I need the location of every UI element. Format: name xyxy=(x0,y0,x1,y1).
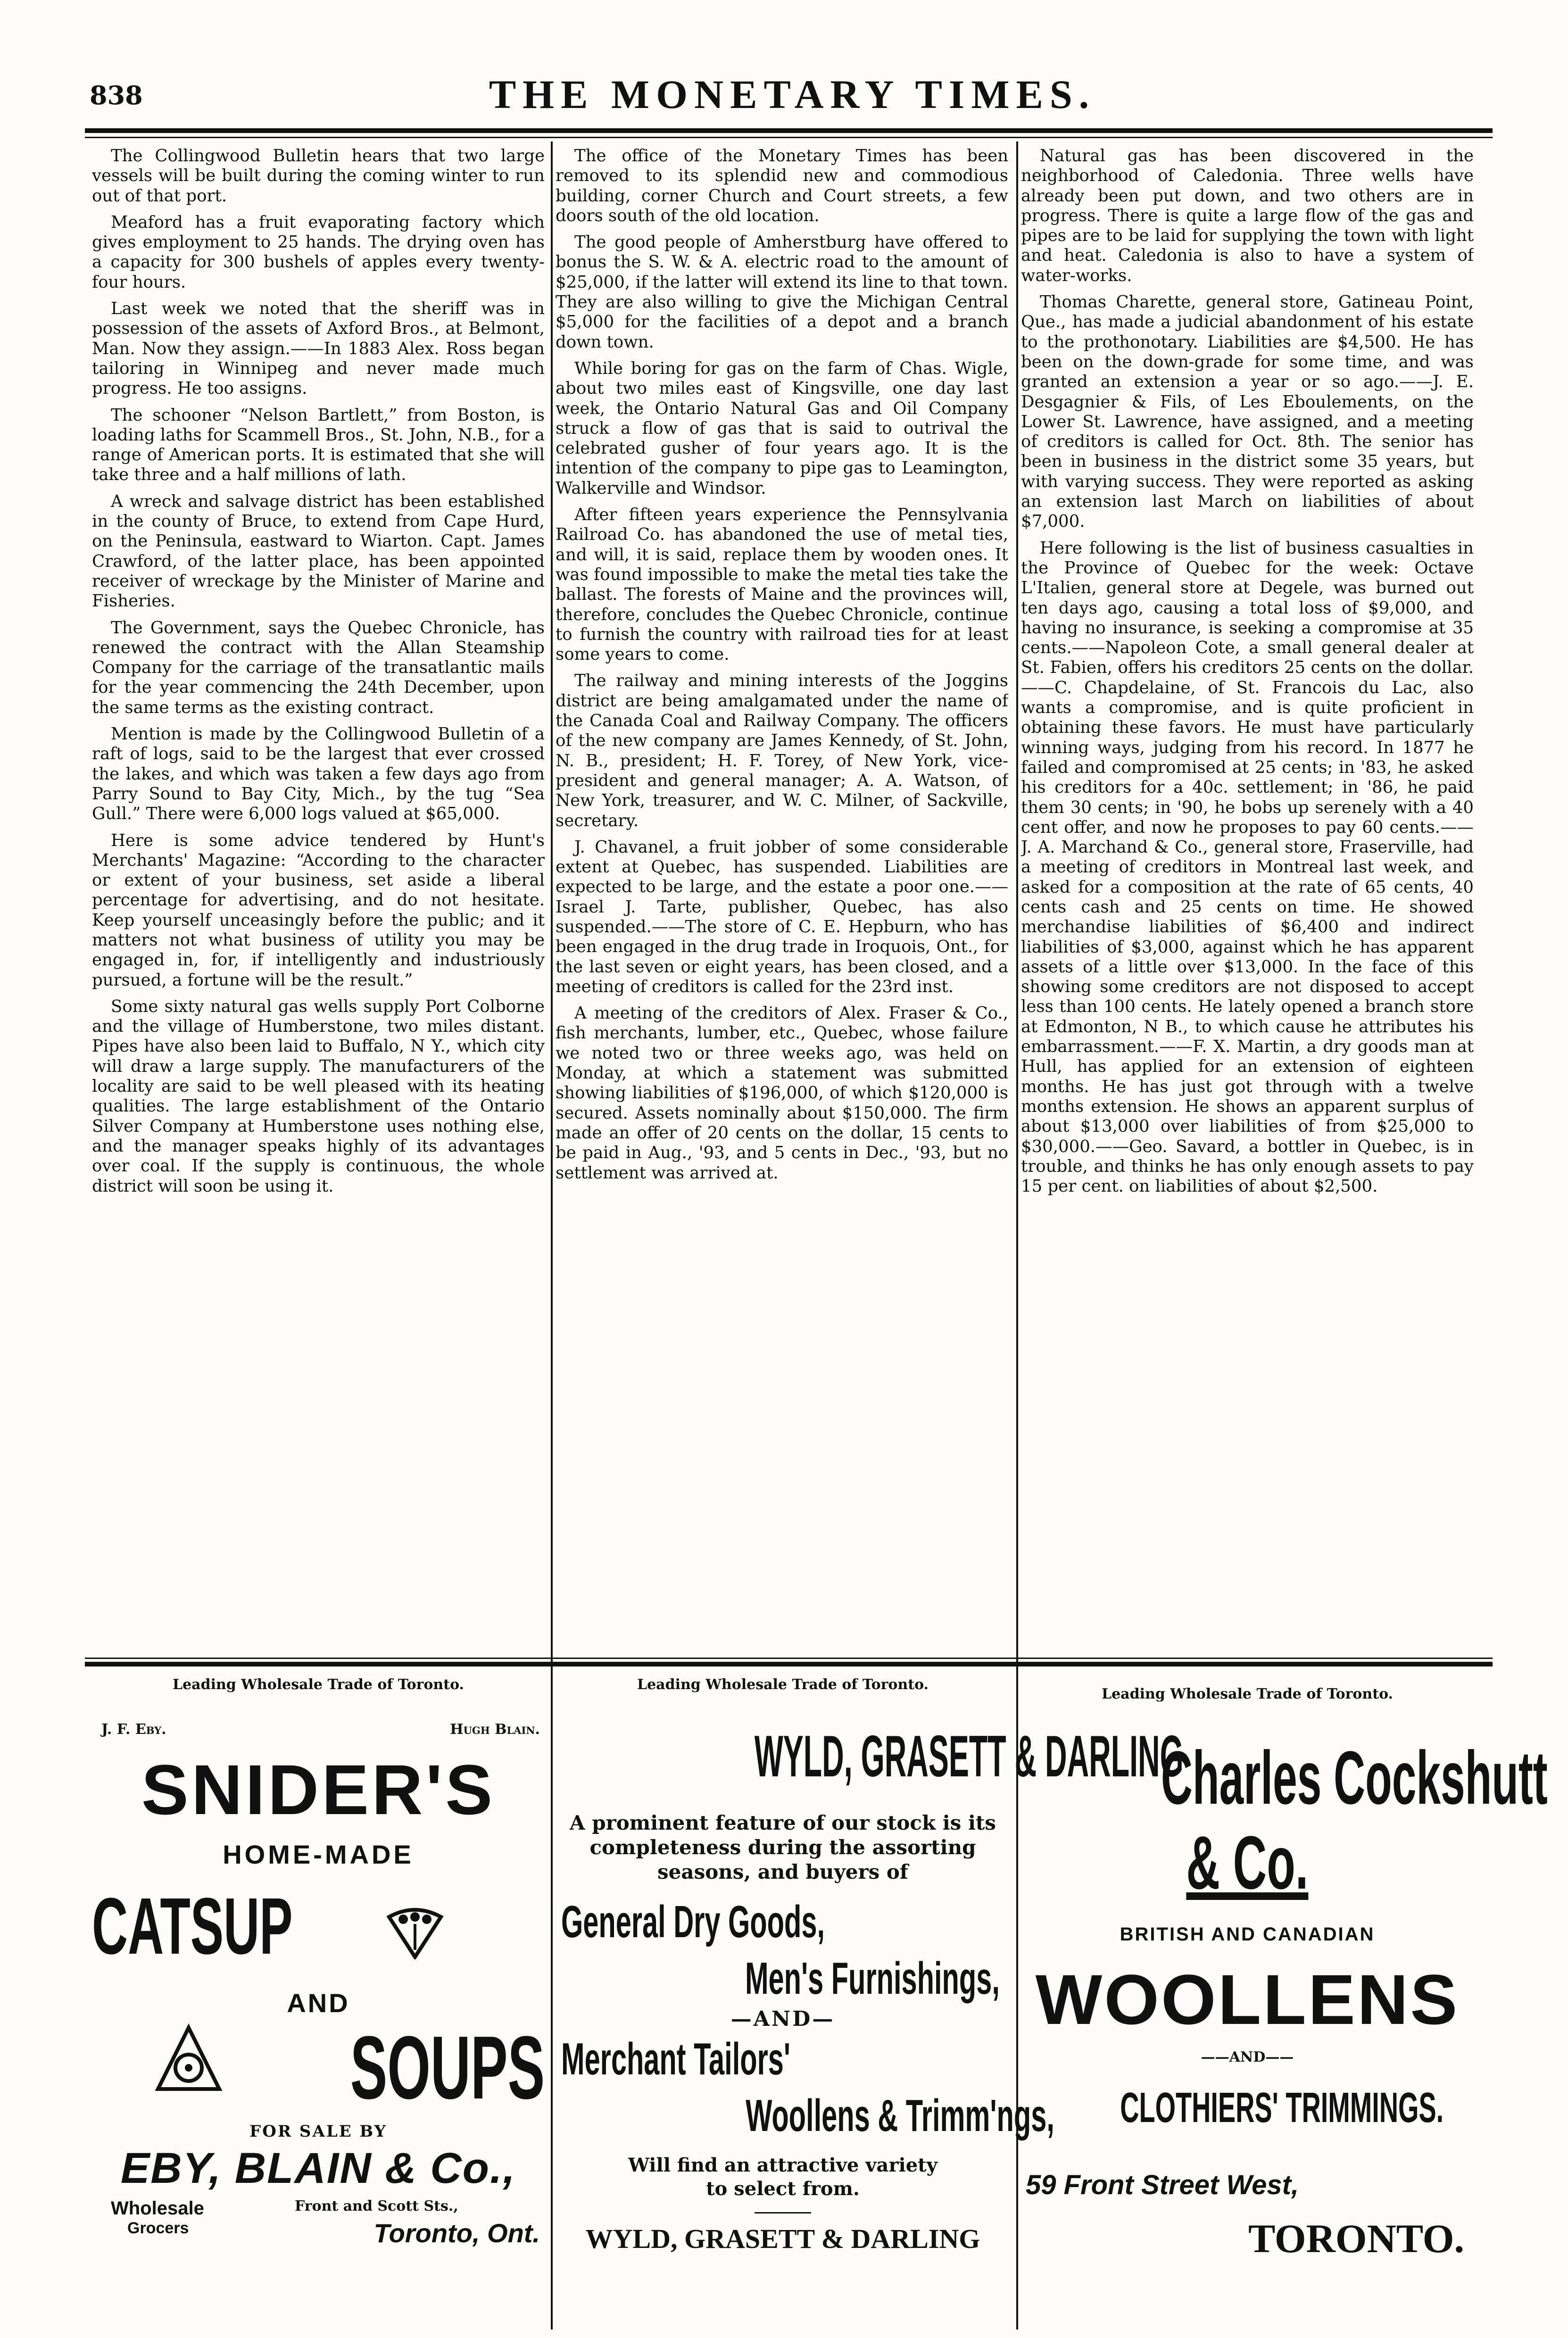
article-paragraph: Some sixty natural gas wells supply Port Colborne and the village of Humberstone, two miles distant. Pipes have also been laid to Buffalo, N Y., which city will draw a large supply. The manufacturers of the locality are said to be well pleased with its heating qualities. The large establishment of the Ontario Silver Company at Humberstone uses nothing else, and the manager speaks highly of its advantages over coal. If the supply is continuous, the whole district will soon be using it. xyxy=(92,996,545,1196)
line-woollens-trimmings: Woollens & Trimm'ngs, xyxy=(746,2090,1054,2141)
firm-footer: WYLD, GRASETT & DARLING xyxy=(585,2223,980,2254)
text-column-1 xyxy=(92,146,545,1655)
article-paragraph: The Collingwood Bulletin hears that two large vessels will be built during the coming winter to run out of that port. xyxy=(92,146,545,206)
product-catsup: CATSUP xyxy=(92,1882,293,1971)
seller-address: Front and Scott Sts., xyxy=(295,2198,458,2214)
advertisement-cockshutt xyxy=(1021,1672,1548,2327)
article-paragraph: A wreck and salvage district has been established in the county of Bruce, to extend from Cape Hurd, on the Peninsula, eastward to Wiarton. Capt. James Crawford, of the latter place, has been appointed receiver of wreckage by the Minister of Marine and Fisheries. xyxy=(92,491,545,611)
ad-heading: Leading Wholesale Trade of Toronto. xyxy=(172,1676,465,1693)
line-dry-goods: General Dry Goods, xyxy=(561,1897,825,1947)
column-divider-1 xyxy=(551,141,553,1665)
column-divider-2 xyxy=(1016,141,1018,1665)
article-paragraph: The office of the Monetary Times has been removed to its splendid new and commodious building, corner Church and Court streets, a few doors south of the old location. xyxy=(556,146,1008,225)
text-column-2 xyxy=(556,146,1008,1655)
ad-and: AND xyxy=(287,1988,350,2018)
ad-heading: Leading Wholesale Trade of Toronto. xyxy=(637,1676,929,1693)
brand-name: SNIDER'S xyxy=(141,1750,496,1829)
ad-and: —AND— xyxy=(730,2007,835,2031)
article-paragraph: Here following is the list of business casualties in the Province of Quebec for the week: Octave L'Italien, general store at Degele, was burned out ten days ago, causing a total loss of $9,000, and having no insurance, is seeking a compromise at 35 cents.——Napoleon Cote, a small general dealer at St. Fabien, offers his creditors 25 cents on the dollar.——C. Chapdelaine, of St. Francois du Lac, also wants a compromise, and is quite proficient in obtaining these favors. He must have particularly winning ways, judging from his record. In 1877 he failed and compromised at 25 cents; in '83, he asked his creditors for a 40c. settlement; in '86, he paid them 30 cents; in '90, he bobs up serenely with a 40 cent offer, and now he proposes to pay 60 cents.——J. A. Marchand & Co., general store, Fraserville, had a meeting of creditors in Montreal last week, and asked for a composition at the rate of 65 cents, 40 cents cash and 25 cents on time. He showed merchandise liabilities of $6,400 and indirect liabilities of $3,000, against which he has apparent assets of a little over $13,000. In the face of this showing some creditors are not disposed to accept less than 100 cents. He lately opened a branch store at Edmonton, N B., to which cause he attributes his embarrassment.——F. X. Martin, a dry goods man at Hull, has applied for an extension of eighteen months. He has just got through with a twelve months extension. He shows an apparent surplus of about $13,000 over liabilities of from $25,000 to $30,000.——Geo. Savard, a bottler in Quebec, is in trouble, and thinks he has only enough assets to pay 15 per cent. on liabilities of about $2,500. xyxy=(1021,538,1474,1196)
article-paragraph: After fifteen years experience the Pennsylvania Railroad Co. has abandoned the use of metal ties, and will, it is said, replace them by wooden ones. It was found impossible to make the metal ties take the ballast. The forests of Maine and the provinces will, therefore, concludes the Quebec Chronicle, continue to furnish the country with railroad ties for at least some years to come. xyxy=(556,505,1008,664)
text-column-3 xyxy=(1021,146,1474,1655)
ad-heading: Leading Wholesale Trade of Toronto. xyxy=(1101,1686,1394,1702)
partner-right: Hugh Blain. xyxy=(450,1721,540,1738)
line-merchant-tailors: Merchant Tailors' xyxy=(561,2034,791,2084)
article-paragraph: The Government, says the Quebec Chronicle, has renewed the contract with the Allan Steamship Company for the carriage of the transatlantic mails for the year commencing the 24th December, upon the same terms as the existing contract. xyxy=(92,618,545,717)
firm-name-co: & Co. xyxy=(1186,1820,1309,1905)
line-mens-furnishings: Men's Furnishings, xyxy=(745,1953,1000,2004)
seller-city: TORONTO. xyxy=(1248,2216,1464,2261)
seller-address: 59 Front Street West, xyxy=(1026,2170,1299,2200)
firm-name: Charles Cockshutt xyxy=(1161,1735,1548,1820)
ad-subtitle: BRITISH AND CANADIAN xyxy=(1120,1924,1375,1945)
header-rule-thick xyxy=(85,128,1493,133)
ad-and: ——AND—— xyxy=(1201,2049,1294,2065)
wholesale-label: Wholesale xyxy=(111,2198,204,2219)
ads-rule-thin xyxy=(85,1658,1493,1659)
short-rule xyxy=(755,2212,811,2214)
article-paragraph: The railway and mining interests of the Joggins district are being amalgamated under the name of the Canada Coal and Railway Company. The officers of the new company are James Kennedy, of St. John, N. B., president; H. F. Torey, of New York, vice-president and general manager; A. A. Watson, of New York, treasurer, and W. C. Milner, of Sackville, secretary. xyxy=(556,671,1008,830)
article-paragraph: Thomas Charette, general store, Gatineau Point, Que., has made a judicial abandonment of his estate to the prothonotary. Liabilities are $4,500. He has been on the down-grade for some time, and was granted an extension a year or so ago.——J. E. Desgagnier & Fils, of Les Eboulements, on the Lower St. Lawrence, have assigned, and a meeting of creditors is called for Oct. 8th. The senior has been in business in the district some 35 years, but with varying success. They were reported as asking an extension last March on liabilities of about $7,000. xyxy=(1021,292,1474,531)
firm-name: WYLD, GRASETT & DARLING xyxy=(754,1724,1184,1789)
masthead-title: THE MONETARY TIMES. xyxy=(489,72,1096,117)
seller-firm: EBY, BLAIN & Co., xyxy=(120,2144,516,2192)
article-paragraph: Mention is made by the Collingwood Bulletin of a raft of logs, said to be the largest that ever crossed the lakes, and which was taken a few days ago from Parry Sound to Bay City, Mich., by the tug “Sea Gull.” There were 6,000 logs valued at $65,000. xyxy=(92,724,545,824)
header-rule-thin xyxy=(85,137,1493,138)
grocers-label: Grocers xyxy=(127,2219,189,2237)
page-number: 838 xyxy=(90,80,143,110)
article-paragraph: The schooner “Nelson Bartlett,” from Boston, is loading laths for Scammell Bros., St. John, N.B., for a range of American ports. It is estimated that she will take three and a half millions of lath. xyxy=(92,405,545,485)
article-paragraph: A meeting of the creditors of Alex. Fraser & Co., fish merchants, lumber, etc., Quebec, whose failure we noted two or three weeks ago, was held on Monday, at which a statement was submitted showing liabilities of $196,000, of which $120,000 is secured. Assets nominally about $150,000. The firm made an offer of 20 cents on the dollar, 15 cents to be paid in Aug., '93, and 5 cents in Dec., '93, but no settlement was arrived at. xyxy=(556,1003,1008,1183)
article-paragraph: While boring for gas on the farm of Chas. Wigle, about two miles east of Kingsville, one day last week, the Ontario Natural Gas and Oil Company struck a flow of gas that is said to outrival the celebrated gusher of four years ago. It is the intention of the company to pipe gas to Leamington, Walkerville and Windsor. xyxy=(556,358,1008,498)
ornament-icon xyxy=(153,2023,224,2094)
article-paragraph: J. Chavanel, a fruit jobber of some considerable extent at Quebec, has suspended. Liabilities are expected to be large, and the estate a poor one.——Israel J. Tarte, publisher, Quebec, has also suspended.——The store of C. E. Hepburn, who has been engaged in the drug trade in Iroquois, Ont., for the last seven or eight years, has been closed, and a meeting of creditors is called for the 23rd inst. xyxy=(556,837,1008,996)
product-clothiers-trimmings: CLOTHIERS' TRIMMINGS. xyxy=(1120,2084,1444,2131)
article-paragraph: Meaford has a fruit evaporating factory which gives employment to 25 hands. The drying oven has a capacity for 300 bushels of apples every twenty-four hours. xyxy=(92,212,545,292)
product-woollens: WOOLLENS xyxy=(1035,1960,1460,2039)
product-soups: SOUPS xyxy=(350,2018,545,2118)
partner-left: J. F. Eby. xyxy=(101,1721,166,1738)
ad-closing: Will find an attractive variety to select from. xyxy=(628,2154,937,2200)
ad-intro: A prominent feature of our stock is its completeness during the assorting seasons, and buyers of xyxy=(570,1811,996,1883)
seller-city: Toronto, Ont. xyxy=(373,2218,540,2248)
ornament-icon xyxy=(384,1898,446,1959)
article-paragraph: Last week we noted that the sheriff was in possession of the assets of Axford Bros., at Belmont, Man. Now they assign.——In 1883 Alex. Ross began tailoring in Winnipeg and never made much progress. He too assigns. xyxy=(92,299,545,398)
advertisement-sniders xyxy=(92,1672,545,2327)
for-sale-by: FOR SALE BY xyxy=(249,2122,387,2141)
brand-subtitle: HOME-MADE xyxy=(223,1840,414,1869)
article-paragraph: Natural gas has been discovered in the neighborhood of Caledonia. Three wells have already been put down, and two others are in progress. There is quite a large flow of the gas and pipes are to be laid for supplying the town with light and heat. Caledonia is also to have a system of water-works. xyxy=(1021,146,1474,285)
ads-rule-thick xyxy=(85,1662,1493,1666)
article-paragraph: Here is some advice tendered by Hunt's Merchants' Magazine: “According to the character or extent of your business, set aside a liberal percentage for advertising, and do not hesitate. Keep yourself unceasingly before the public; and it matters not what business of utility you may be engaged in, for, if intelligently and industriously pursued, a fortune will be the result.” xyxy=(92,830,545,990)
ads-divider-1 xyxy=(551,1665,553,2330)
article-paragraph: The good people of Amherstburg have offered to bonus the S. W. & A. electric road to the amount of $25,000, if the latter will extend its line to that town. They are also willing to give the Michigan Central $5,000 for the facilities of a depot and a branch down town. xyxy=(556,232,1008,352)
page-header xyxy=(85,71,1500,127)
